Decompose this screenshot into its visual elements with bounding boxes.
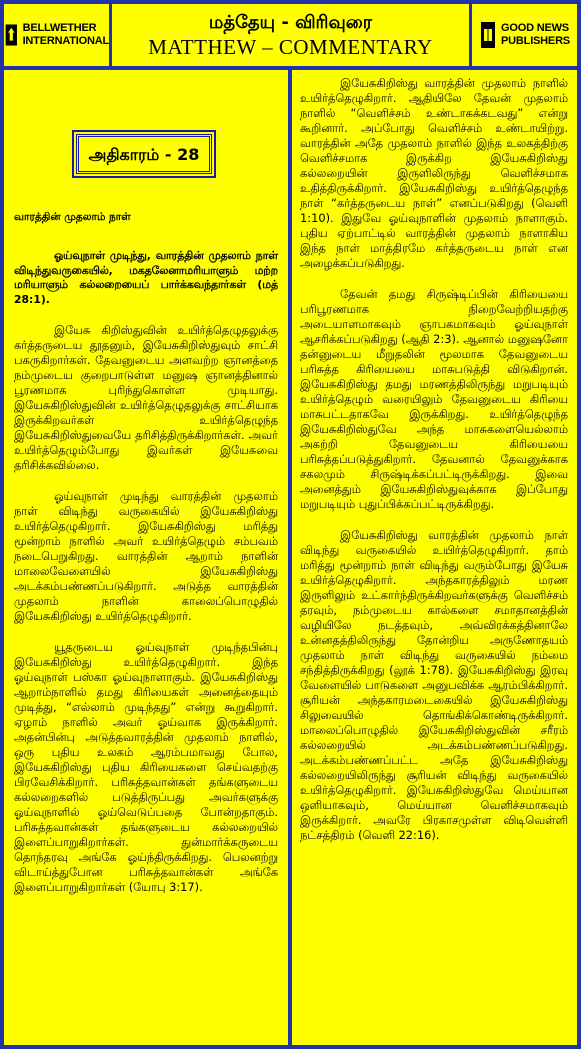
paragraph: தேவன் தமது சிருஷ்டிப்பின் கிரியையை பரிபூரணமாக நிறைவேற்றியதற்கு அடையாளமாகவும் ஞாபகமாகவும் ஓய்வுநாள் ஆசரிக்கப்படுகிறது (ஆதி 2:3). ஆனால் மனுஷனோ தன்னுடைய மீறுதலின் மூலமாக தேவனுடைய பரிசுத்த கிரியையை மாசுபடுத்தி விடுகிறான். இயேசுகிறிஸ்து தமது மரணத்திலிருந்து மறுபடியும் உயிர்த்தெழும் வரையிலும் தேவனுடைய கிரியை மாசுபட்டதாகவே இருக்கிறது. உயிர்த்தெழுந்த இயேசுகிறிஸ்துவே அந்த மாசுகளையெல்லாம் அகற்றி தேவனுடைய கிரியையை பரிசுத்தப்படுத்துகிறார். தேவனால் தேவனுக்காக சகலமும் சிருஷ்டிக்கப்பட்டிருக்கிறது. இவை அனைத்தும் இயேசுகிறிஸ்துவுக்காக இப்போது மறுபடியும் புதுப்பிக்கப்பட்டிருக்கிறது.: [300, 287, 568, 511]
paragraph: இயேசுகிறிஸ்து வாரத்தின் முதலாம் நாளில் உயிர்த்தெழுகிறார். ஆதியிலே தேவன் முதலாம் நாளில் “வெளிச்சம் உண்டாகக்கடவது” என்று கூறினார். அப்போது வெளிச்சம் உண்டாயிற்று. வாரத்தின் அதே முதலாம் நாளில் இந்த உலகத்திற்கு வெளிச்சமாக இருக்கிற இயேசுகிறிஸ்து கல்லறையின் இருளிலிருந்து வெளிச்சமாக உதித்திருக்கிறார். இயேசுகிறிஸ்து உயிர்த்தெழுந்த நாள் “கர்த்தருடைய நாள்” எனப்படுகிறது (வெளி 1:10). இதுவே ஓய்வுநாளின் முதலாம் நாளாகும். புதிய ஏற்பாட்டில் வாரத்தின் முதலாம் நாளாகிய இந்த நாள் மாத்திரமே கர்த்தருடைய நாள் என அழைக்கப்படுகிறது.: [300, 76, 568, 270]
header-banner: [4, 4, 577, 66]
title-block: [112, 4, 469, 66]
right-logo-line2: PUBLISHERS: [501, 35, 570, 47]
paragraph: ஓய்வுநாள் முடிந்து வாரத்தின் முதலாம் நாள் விடிந்து வருகையில் இயேசுகிறிஸ்து உயிர்த்தெழுகிறார். இயேசுகிறிஸ்து மரித்து மூன்றாம் நாளில் அவர் உயிர்த்தெழும் சம்பவம் நடைபெறுகிறது. வாரத்தின் ஆறாம் நாளின் மாலைவேளையில் இயேசுகிறிஸ்து அடக்கம்பண்ணப்படுகிறார். அடுத்த வாரத்தின் முதலாம் நாளின் காலைப்பொழுதில் இயேசுகிறிஸ்து உயிர்த்தெழுகிறார்.: [14, 489, 278, 623]
title-tamil: மத்தேயு - விரிவுரை: [208, 12, 373, 33]
left-logo-line2: INTERNATIONAL: [22, 35, 109, 47]
left-logo-line1: BELLWETHER: [22, 22, 97, 34]
verse-quote: ஓய்வுநாள் முடிந்து, வாரத்தின் முதலாம் நாள் விடிந்துவருகையில், மகதலேனாமரியாளும் மற்ற மரியாளும் கல்லறையைப் பார்க்கவந்தார்கள் (மத் 28:1).: [14, 249, 278, 306]
right-column: [300, 76, 568, 859]
section-subtitle: வாரத்தின் முதலாம் நாள்: [14, 211, 131, 223]
title-english: MATTHEW – COMMENTARY: [148, 35, 433, 59]
book-icon: [479, 20, 497, 50]
paragraph: யூதருடைய ஓய்வுநாள் முடிந்தபின்பு இயேசுகிறிஸ்து உயிர்த்தெழுகிறார். இந்த ஓய்வுநாள் பஸ்கா ஓய்வுநாளாகும். இயேசுகிறிஸ்து ஆறாம்நாளில் தமது கிரியைகள் அனைத்தையும் முடித்து, “எல்லாம் முடிந்தது” என்று கூறுகிறார். ஏழாம் நாளில் அவர் ஓய்வாக இருக்கிறார். அதன்பின்பு அடுத்தவாரத்தின் முதலாம் நாளில், ஒரு புதிய உலகம் ஆரம்பமாவது போல, இயேசுகிறிஸ்து புதிய கிரியைகளை செய்வதற்கு பிரவேசிக்கிறார். பரிசுத்தவான்கள் தங்களுடைய கல்லறைகளில் படுத்திருப்பது அவர்களுக்கு ஓய்வுநாளில் ஓய்வெடுப்பதை போன்றதாகும். பரிசுத்தவான்கள் தங்களுடைய கல்லறையில் இளைப்பாறுகிறார்கள். துன்மார்க்கருடைய தொந்தரவு அங்கே ஓய்ந்திருக்கிறது. பெலனற்று விடாய்த்துபோன பரிசுத்தவான்கள் அங்கே இளைப்பாறுகிறார்கள் (யோபு 3:17).: [14, 640, 278, 894]
paragraph: இயேசு கிறிஸ்துவின் உயிர்த்தெழுதலுக்கு கர்த்தருடைய தூதனும், இயேசுகிறிஸ்துவும் சாட்சி பகருகிறார்கள். தேவனுடைய அளவற்ற ஞானத்தை நம்முடைய குறைபாடுள்ள மனுஷ ஞானத்தினால் பூரணமாக புரிந்துகொள்ள முடியாது. இயேசுகிறிஸ்துவின் உயிர்த்தெழுதலுக்கு சாட்சியாக இருக்கிறவர்கள் உயிர்த்தெழுந்த இயேசுகிறிஸ்துவையே தரிசித்திருக்கிறார்கள். அவர் உயிர்த்தெழும்போது இவர்கள் இயேசுவை தரிசிக்கவில்லை.: [14, 323, 278, 472]
bell-icon: [4, 20, 19, 50]
column-divider: [288, 70, 292, 1045]
chapter-label: அதிகாரம் - 28: [76, 134, 212, 174]
right-logo-line1: GOOD NEWS: [501, 22, 569, 34]
paragraph: இயேசுகிறிஸ்து வாரத்தின் முதலாம் நாள் விடிந்து வருகையில் உயிர்த்தெழுகிறார். தாம் மரித்து மூன்றாம் நாள் விடிந்து வரும்போது இயேசு உயிர்த்தெழுகிறார். அந்தகாரத்திலும் மரண இருளிலும் உட்கார்ந்திருக்கிறவர்களுக்கு வெளிச்சம் தரவும், நம்முடைய கால்களை சமாதானத்தின் வழியிலே நடத்தவும், அவ்விரக்கத்தினாலே உன்னதத்திலிருந்து தோன்றிய அருணோதயம் முதலாம் நாள் விடிந்து வருகையில் நம்மை சந்தித்திருக்கிறது (லூக் 1:78). இயேசுகிறிஸ்து இரவு வேளையில் பாடுகளை அனுபவிக்க ஆரம்பிக்கிறார். சூரியன் அந்தகாரமடைகையில் இயேசுகிறிஸ்து சிலுவையில் தொங்கிக்கொண்டிருக்கிறார். மாலைப்பொழுதில் இயேசுகிறிஸ்துவின் சரீரம் கல்லறையில் அடக்கம்பண்ணப்படுகிறது. அடக்கம்பண்ணப்பட்ட அதே இயேசுகிறிஸ்து கல்லறையிலிருந்து சூரியன் விடிந்து வருகையில் உயிர்த்தெழுகிறார். இயேசுகிறிஸ்துவே மெய்யான ஒளியாகவும், மெய்யான வெளிச்சமாகவும் இருக்கிறார். அவரே பிரகாசமுள்ள விடிவெள்ளி நட்சத்திரம் (வெளி 22:16).: [300, 528, 568, 842]
left-column: [14, 72, 278, 911]
good-news-logo: [469, 4, 577, 66]
bellwether-logo: [4, 4, 112, 66]
